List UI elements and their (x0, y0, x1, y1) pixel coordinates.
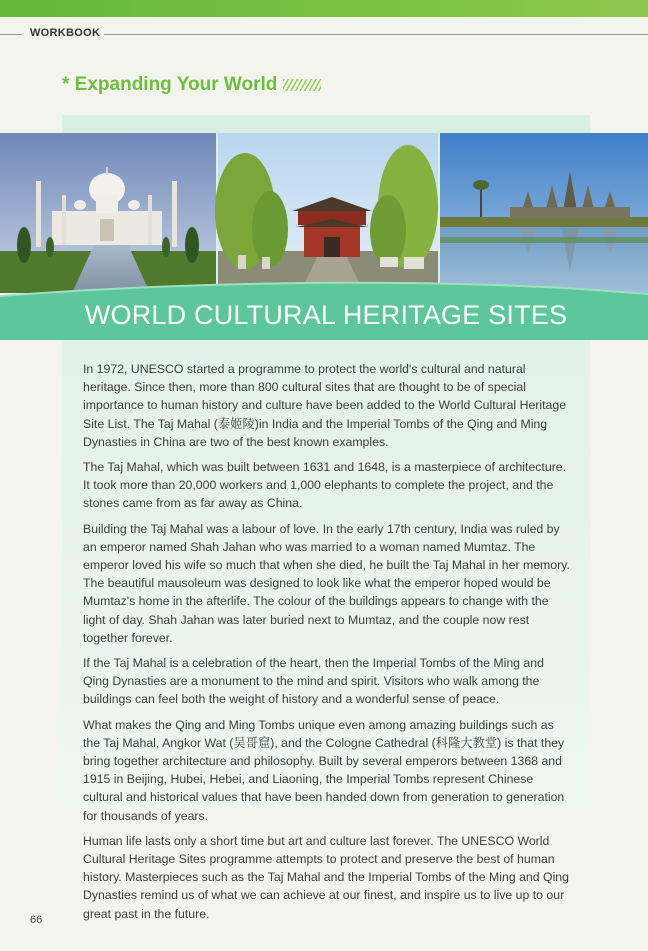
paragraph-2: The Taj Mahal, which was built between 1631 and 1648, is a masterpiece of architecture. It took more than 20,000 workers and 1,000 elephants to complete the project, and the stones came from as far away as China. (83, 460, 567, 511)
ming-tombs-photo (215, 133, 438, 293)
paragraph-1: In 1972, UNESCO started a programme to protect the world's cultural and natural heritage. Since then, more than 800 cultural sites that are thought to be of special importance to human history and culture have been added to the World Cultural Heritage Site List. The Taj Mahal (泰姬陵)in India and the Imperial Tombs of the Qing and Ming Dynasties in China are two of the best known examples. (83, 362, 567, 449)
banner-title: WORLD CULTURAL HERITAGE SITES (84, 300, 568, 330)
header-rule-right (104, 34, 648, 35)
header-rule-left (0, 34, 22, 35)
section-title-text: * Expanding Your World (62, 74, 278, 95)
page-header (0, 26, 648, 42)
stripes-decoration (283, 79, 321, 91)
section-heading (62, 74, 321, 96)
angkor-wat-photo (440, 133, 648, 293)
paragraph-6: Human life lasts only a short time but art and culture last forever. The UNESCO World Cultural Heritage Sites programme attempts to protect and preserve the best of human history. Masterpieces such as the Taj Mahal and the Imperial Tombs of the Ming and Qing Dynasties remind us of what we can achieve at our finest, and inspire us to live up to our great past in the future. (83, 833, 569, 921)
top-color-bar (0, 0, 648, 17)
paragraph-5: What makes the Qing and Ming Tombs unique even among amazing buildings such as the Taj Mahal, Angkor Wat (吴哥窟), and the Cologne Cathedral (科隆大教堂) is that they bring together architecture and philosophy. Built by several emperors between 1368 and 1915 in Beijing, Hubei, Hebei, and Liaoning, the Imperial Tombs represent Chinese cultural and historical values that have been handed down from generation to generation for thousands of years. (83, 717, 565, 823)
heritage-photo-strip (0, 133, 648, 293)
workbook-label: WORKBOOK (30, 27, 101, 39)
paragraph-4: If the Taj Mahal is a celebration of the heart, then the Imperial Tombs of the Ming and Qing Dynasties are a monument to the mind and spirit. Visitors who walk among the buildings can feel both the weight of history and a wonderful sense of peace. (83, 656, 544, 707)
page-number: 66 (30, 914, 43, 926)
taj-mahal-photo (0, 133, 216, 293)
paragraph-3: Building the Taj Mahal was a labour of love. In the early 17th century, India was ruled by an emperor named Shah Jahan who was married to a woman named Mumtaz. The emperor loved his wife so much that when she died, he built the Taj Mahal in her memory. The beautiful mausoleum was designed to look like what the emperor hoped would be Mumtaz's home in the afterlife. The colour of the buildings appears to change with the light of day. Shah Jahan was later buried next to Mumtaz, and the couple now rest together forever. (83, 521, 570, 645)
article-body (83, 360, 571, 930)
